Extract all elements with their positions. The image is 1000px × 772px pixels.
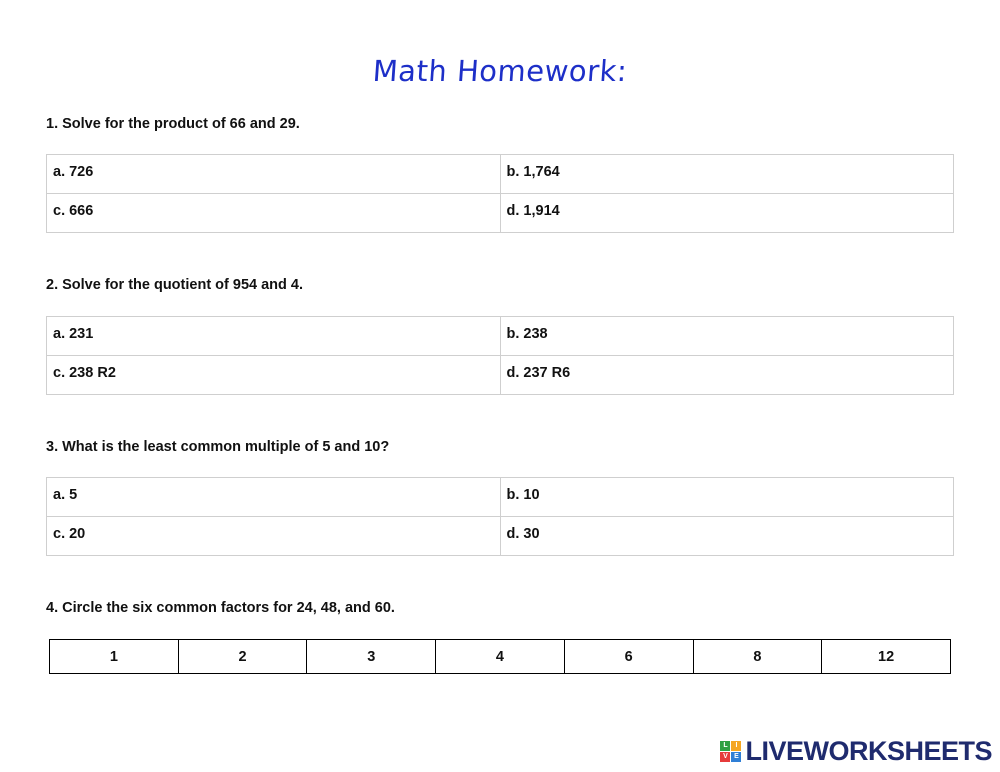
question-1-prompt: 1. Solve for the product of 66 and 29.	[46, 116, 300, 132]
logo-block: L	[720, 741, 730, 751]
page-title: Math Homework:	[371, 54, 629, 88]
question-3-options	[46, 477, 954, 556]
factor-cell[interactable]: 4	[436, 640, 565, 674]
option-a[interactable]: a. 726	[47, 155, 501, 194]
option-c[interactable]: c. 666	[47, 194, 501, 233]
question-1-options	[46, 154, 954, 233]
option-d[interactable]: d. 237 R6	[500, 356, 954, 395]
option-a[interactable]: a. 5	[47, 478, 501, 517]
logo-block: E	[731, 752, 741, 762]
option-d[interactable]: d. 30	[500, 517, 954, 556]
logo-block: I	[731, 741, 741, 751]
question-2-options	[46, 316, 954, 395]
factor-cell[interactable]: 1	[50, 640, 179, 674]
brand-name: LIVEWORKSHEETS	[745, 735, 992, 766]
factor-cell[interactable]: 3	[307, 640, 436, 674]
factor-cell[interactable]: 6	[564, 640, 693, 674]
factor-cell[interactable]: 2	[178, 640, 307, 674]
question-4-prompt: 4. Circle the six common factors for 24, 48, and 60.	[46, 600, 395, 616]
option-b[interactable]: b. 10	[500, 478, 954, 517]
factor-table	[49, 639, 951, 674]
factor-cell[interactable]: 8	[693, 640, 822, 674]
option-c[interactable]: c. 238 R2	[47, 356, 501, 395]
logo-block: V	[720, 752, 730, 762]
factor-cell[interactable]: 12	[822, 640, 951, 674]
option-d[interactable]: d. 1,914	[500, 194, 954, 233]
option-b[interactable]: b. 1,764	[500, 155, 954, 194]
logo-blocks-icon	[720, 741, 741, 762]
question-3-prompt: 3. What is the least common multiple of 5 and 10?	[46, 439, 390, 455]
question-2-prompt: 2. Solve for the quotient of 954 and 4.	[46, 277, 304, 293]
option-a[interactable]: a. 231	[47, 317, 501, 356]
liveworksheets-logo	[720, 735, 992, 767]
option-c[interactable]: c. 20	[47, 517, 501, 556]
option-b[interactable]: b. 238	[500, 317, 954, 356]
